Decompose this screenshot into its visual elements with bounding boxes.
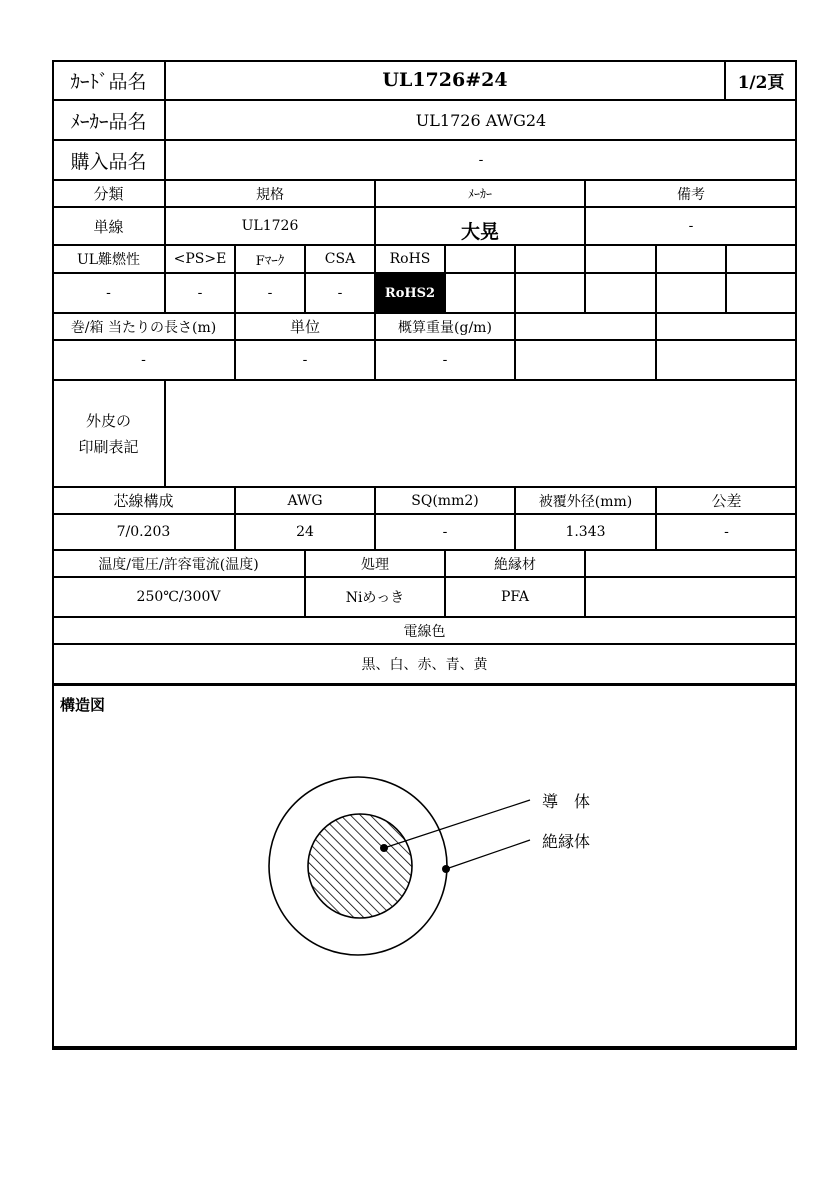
conductor-marker-dot (380, 844, 388, 852)
ul-flame-label: UL難燃性 (52, 245, 165, 273)
temp-label: 温度/電圧/許容電流(温度) (52, 550, 305, 577)
csa-label: CSA (305, 245, 375, 273)
maker-label: ﾒｰｶｰ (375, 180, 585, 207)
treatment-value: Niめっき (305, 577, 445, 617)
sq-label: SQ(mm2) (375, 487, 515, 514)
awg-label: AWG (235, 487, 375, 514)
fmark-label: Fﾏｰｸ (235, 245, 305, 273)
length-value: - (52, 340, 235, 380)
insulator-leader-line (446, 840, 530, 869)
printing-label-line1: 外皮の (85, 411, 131, 430)
temp-value: 250℃/300V (52, 577, 305, 617)
unit-value: - (235, 340, 375, 380)
wire-color-label: 電線色 (52, 617, 797, 644)
ul-flame-value: - (52, 273, 165, 313)
card-name-value: UL1726#24 (165, 60, 725, 100)
tolerance-label: 公差 (656, 487, 797, 514)
insulator-label: 絶縁体 (542, 832, 591, 851)
rohs-badge: RoHS2 (375, 273, 445, 313)
weight-label: 概算重量(g/m) (375, 313, 515, 340)
core-value: 7/0.203 (52, 514, 235, 550)
core-label: 芯線構成 (52, 487, 235, 514)
standard-label: 規格 (165, 180, 375, 207)
page-number: 1/2頁 (725, 60, 797, 100)
fmark-value: - (235, 273, 305, 313)
pse-label: <PS>E (165, 245, 235, 273)
od-label: 被覆外径(mm) (515, 487, 656, 514)
unit-label: 単位 (235, 313, 375, 340)
structure-title: 構造図 (60, 696, 106, 714)
tolerance-value: - (656, 514, 797, 550)
od-value: 1.343 (515, 514, 656, 550)
insulator-marker-dot (442, 865, 450, 873)
card-name-label: ｶｰﾄﾞ品名 (52, 60, 165, 100)
purchase-name-label: 購入品名 (52, 140, 165, 180)
sq-value: - (375, 514, 515, 550)
remarks-label: 備考 (585, 180, 797, 207)
standard-value: UL1726 (165, 207, 375, 245)
rohs-label: RoHS (375, 245, 445, 273)
csa-value: - (305, 273, 375, 313)
category-label: 分類 (52, 180, 165, 207)
insulation-label: 絶縁材 (445, 550, 585, 577)
maker-name-label: ﾒｰｶｰ品名 (52, 100, 165, 140)
length-label: 巻/箱 当たりの長さ(m) (52, 313, 235, 340)
weight-value: - (375, 340, 515, 380)
printing-label-line2: 印刷表記 (78, 437, 139, 456)
awg-value: 24 (235, 514, 375, 550)
maker-name-value: UL1726 AWG24 (165, 100, 797, 140)
maker-value: 大晃 (375, 207, 585, 245)
category-value: 単線 (52, 207, 165, 245)
conductor-core (308, 814, 412, 918)
purchase-name-value: - (165, 140, 797, 180)
wire-color-value: 黒、白、赤、青、黄 (52, 644, 797, 684)
treatment-label: 処理 (305, 550, 445, 577)
conductor-label: 導 体 (542, 792, 591, 811)
pse-value: - (165, 273, 235, 313)
insulation-value: PFA (445, 577, 585, 617)
remarks-value: - (585, 207, 797, 245)
